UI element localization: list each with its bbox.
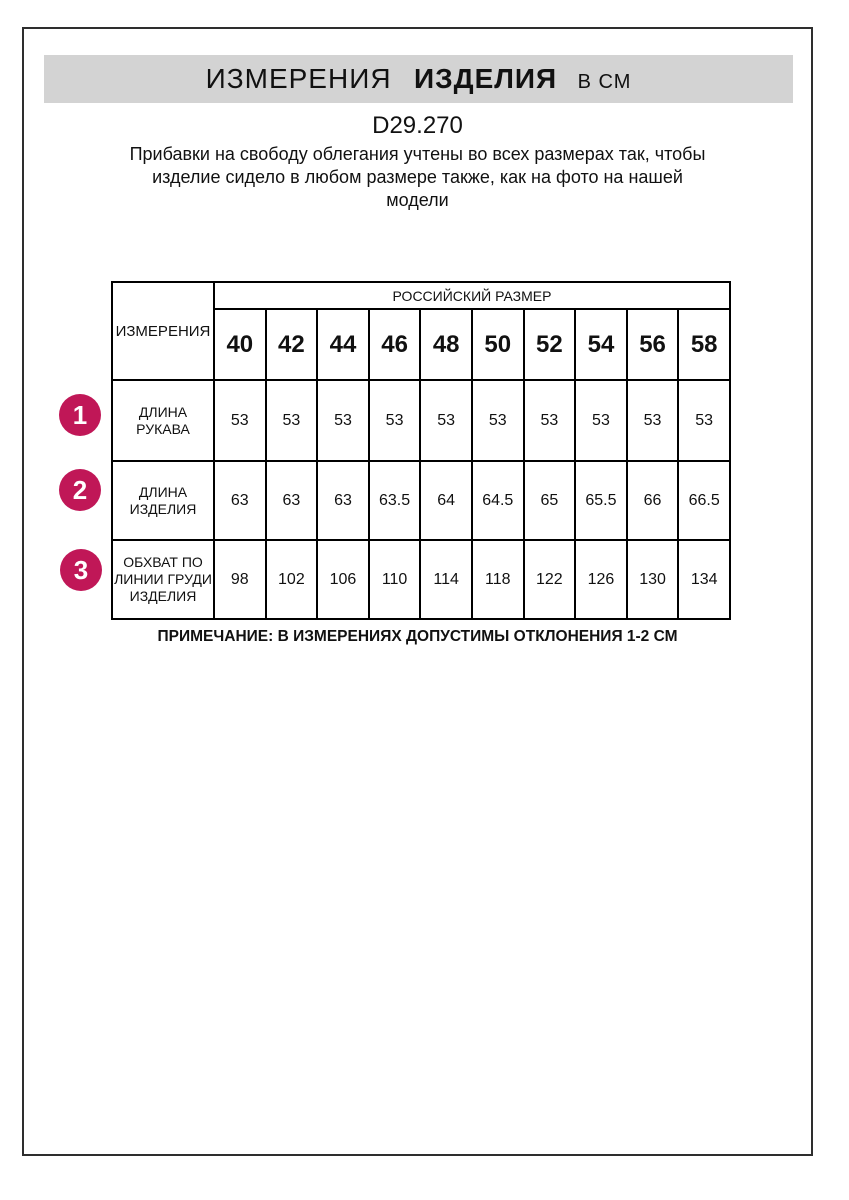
measurement-row-sleeve-length	[112, 380, 730, 461]
measurement-value: 110	[369, 540, 421, 619]
measurement-label: ОБХВАТ ПО ЛИНИИ ГРУДИ ИЗДЕЛИЯ	[112, 540, 214, 619]
measurement-value: 114	[420, 540, 472, 619]
measurement-value: 66	[627, 461, 679, 540]
measurement-value: 64.5	[472, 461, 524, 540]
fit-description-line: модели	[386, 190, 449, 210]
row-marker-3: 3	[60, 549, 102, 591]
tolerance-note: ПРИМЕЧАНИЕ: В ИЗМЕРЕНИЯХ ДОПУСТИМЫ ОТКЛОНЕНИЯ 1-2 СМ	[157, 628, 678, 645]
product-code: D29.270	[372, 112, 463, 139]
size-header-cell: 44	[317, 309, 369, 380]
measurement-value: 53	[524, 380, 576, 461]
measurement-value: 53	[627, 380, 679, 461]
measurement-value: 53	[472, 380, 524, 461]
measurement-value: 53	[214, 380, 266, 461]
table-corner-label: ИЗМЕРЕНИЯ	[112, 282, 214, 380]
measurement-value: 63.5	[369, 461, 421, 540]
fit-description-line: изделие сидело в любом размере также, как на фото на нашей	[152, 167, 683, 187]
measurement-value: 53	[420, 380, 472, 461]
row-marker-1: 1	[59, 394, 101, 436]
measurement-value: 53	[678, 380, 730, 461]
measurement-value: 66.5	[678, 461, 730, 540]
measurement-row-chest-girth	[112, 540, 730, 619]
measurement-value: 130	[627, 540, 679, 619]
table-group-header-row	[112, 282, 730, 309]
measurement-value: 64	[420, 461, 472, 540]
measurement-value: 126	[575, 540, 627, 619]
measurement-row-garment-length	[112, 461, 730, 540]
measurement-value: 98	[214, 540, 266, 619]
measurement-value: 63	[317, 461, 369, 540]
size-header-cell: 56	[627, 309, 679, 380]
measurement-value: 63	[214, 461, 266, 540]
size-header-cell: 40	[214, 309, 266, 380]
title-measurements: ИЗМЕРЕНИЯ	[205, 63, 392, 94]
fit-description-line: Прибавки на свободу облегания учтены во всех размерах так, чтобы	[129, 144, 706, 164]
table-group-header: РОССИЙСКИЙ РАЗМЕР	[214, 282, 730, 309]
measurement-value: 53	[266, 380, 318, 461]
title-product: ИЗДЕЛИЯ	[414, 63, 558, 94]
measurement-value: 106	[317, 540, 369, 619]
fit-description	[22, 143, 813, 212]
measurement-value: 53	[575, 380, 627, 461]
size-header-cell: 48	[420, 309, 472, 380]
measurement-value: 65.5	[575, 461, 627, 540]
size-header-cell: 46	[369, 309, 421, 380]
size-header-cell: 58	[678, 309, 730, 380]
measurement-label: ДЛИНА РУКАВА	[112, 380, 214, 461]
title-units: В СМ	[577, 71, 632, 93]
measurement-value: 53	[317, 380, 369, 461]
measurement-value: 102	[266, 540, 318, 619]
measurement-value: 65	[524, 461, 576, 540]
size-table	[111, 281, 731, 620]
measurement-value: 122	[524, 540, 576, 619]
size-header-cell: 42	[266, 309, 318, 380]
measurement-value: 118	[472, 540, 524, 619]
measurement-value: 53	[369, 380, 421, 461]
measurement-label: ДЛИНА ИЗДЕЛИЯ	[112, 461, 214, 540]
title-bar	[44, 55, 793, 103]
size-header-cell: 54	[575, 309, 627, 380]
measurement-value: 134	[678, 540, 730, 619]
measurement-value: 63	[266, 461, 318, 540]
size-header-cell: 50	[472, 309, 524, 380]
row-marker-2: 2	[59, 469, 101, 511]
size-header-cell: 52	[524, 309, 576, 380]
